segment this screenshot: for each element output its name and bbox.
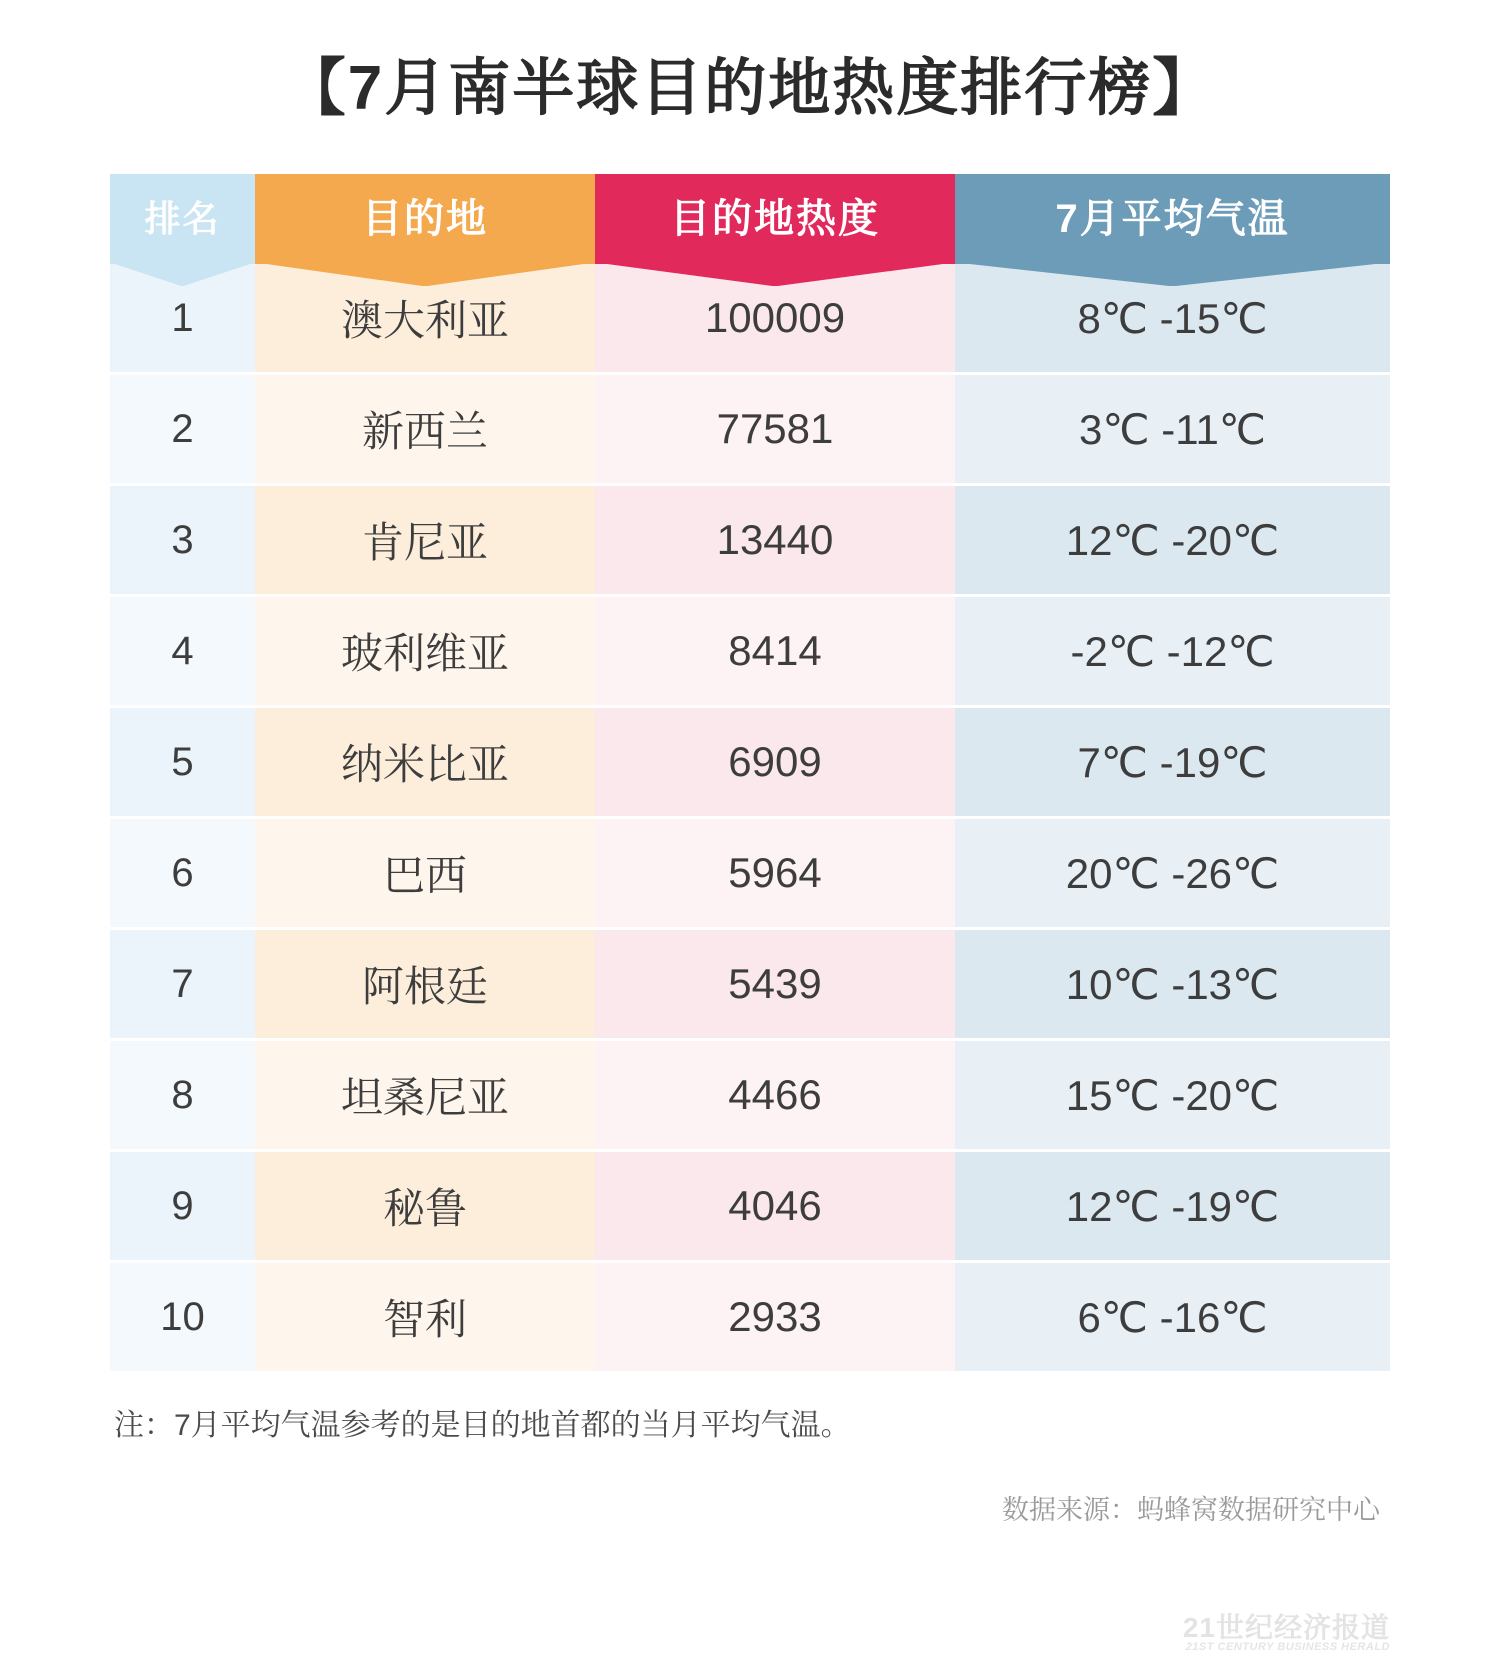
- cell-temperature: 20℃ -26℃: [955, 819, 1390, 930]
- table-body: [110, 264, 1390, 1374]
- table-header: [110, 174, 1390, 264]
- cell-temperature: 3℃ -11℃: [955, 375, 1390, 486]
- cell-destination: 坦桑尼亚: [255, 1041, 595, 1152]
- cell-heat: 5439: [595, 930, 955, 1041]
- cell-destination: 阿根廷: [255, 930, 595, 1041]
- table-row: [110, 1152, 1390, 1263]
- cell-rank: 4: [110, 597, 255, 708]
- column-header-rank: [110, 174, 255, 264]
- cell-heat: 8414: [595, 597, 955, 708]
- data-source: 数据来源：蚂蜂窝数据研究中心: [1002, 1495, 1380, 1526]
- cell-temperature: 15℃ -20℃: [955, 1041, 1390, 1152]
- cell-temperature: 12℃ -19℃: [955, 1152, 1390, 1263]
- table-row: [110, 819, 1390, 930]
- table-row: [110, 597, 1390, 708]
- cell-rank: 7: [110, 930, 255, 1041]
- cell-destination: 巴西: [255, 819, 595, 930]
- table-row: [110, 930, 1390, 1041]
- table-row: [110, 486, 1390, 597]
- cell-heat: 6909: [595, 708, 955, 819]
- table-row: [110, 708, 1390, 819]
- table-row: [110, 1263, 1390, 1374]
- column-header-destination: [255, 174, 595, 264]
- cell-rank: 5: [110, 708, 255, 819]
- column-header-temperature: [955, 174, 1390, 264]
- cell-temperature: 8℃ -15℃: [955, 264, 1390, 375]
- cell-destination: 玻利维亚: [255, 597, 595, 708]
- cell-destination: 新西兰: [255, 375, 595, 486]
- cell-heat: 13440: [595, 486, 955, 597]
- table-row: [110, 375, 1390, 486]
- column-header-rank-label: 排名: [110, 174, 255, 264]
- cell-destination: 肯尼亚: [255, 486, 595, 597]
- cell-destination: 智利: [255, 1263, 595, 1374]
- cell-rank: 1: [110, 264, 255, 375]
- cell-destination: 秘鲁: [255, 1152, 595, 1263]
- cell-heat: 5964: [595, 819, 955, 930]
- column-header-temperature-label: 7月平均气温: [955, 174, 1390, 264]
- cell-temperature: 7℃ -19℃: [955, 708, 1390, 819]
- cell-heat: 4046: [595, 1152, 955, 1263]
- cell-destination: 纳米比亚: [255, 708, 595, 819]
- cell-rank: 9: [110, 1152, 255, 1263]
- cell-heat: 2933: [595, 1263, 955, 1374]
- cell-temperature: -2℃ -12℃: [955, 597, 1390, 708]
- footnote: 注：7月平均气温参考的是目的地首都的当月平均气温。: [114, 1409, 851, 1443]
- cell-temperature: 10℃ -13℃: [955, 930, 1390, 1041]
- cell-heat: 4466: [595, 1041, 955, 1152]
- cell-temperature: 6℃ -16℃: [955, 1263, 1390, 1374]
- column-header-heat-label: 目的地热度: [595, 174, 955, 264]
- watermark-main-text: 21世纪经济报道: [1182, 1612, 1390, 1644]
- cell-rank: 3: [110, 486, 255, 597]
- cell-heat: 100009: [595, 264, 955, 375]
- cell-rank: 8: [110, 1041, 255, 1152]
- page-title: 【7月南半球目的地热度排行榜】: [283, 54, 1217, 123]
- column-header-destination-label: 目的地: [255, 174, 595, 264]
- watermark: [1183, 1613, 1390, 1654]
- cell-heat: 77581: [595, 375, 955, 486]
- ranking-table: [110, 174, 1390, 1374]
- column-header-heat: [595, 174, 955, 264]
- watermark-sub-text: 21ST CENTURY BUSINESS HERALD: [1185, 1641, 1390, 1654]
- cell-temperature: 12℃ -20℃: [955, 486, 1390, 597]
- table-row: [110, 1041, 1390, 1152]
- cell-rank: 2: [110, 375, 255, 486]
- cell-destination: 澳大利亚: [255, 264, 595, 375]
- cell-rank: 10: [110, 1263, 255, 1374]
- cell-rank: 6: [110, 819, 255, 930]
